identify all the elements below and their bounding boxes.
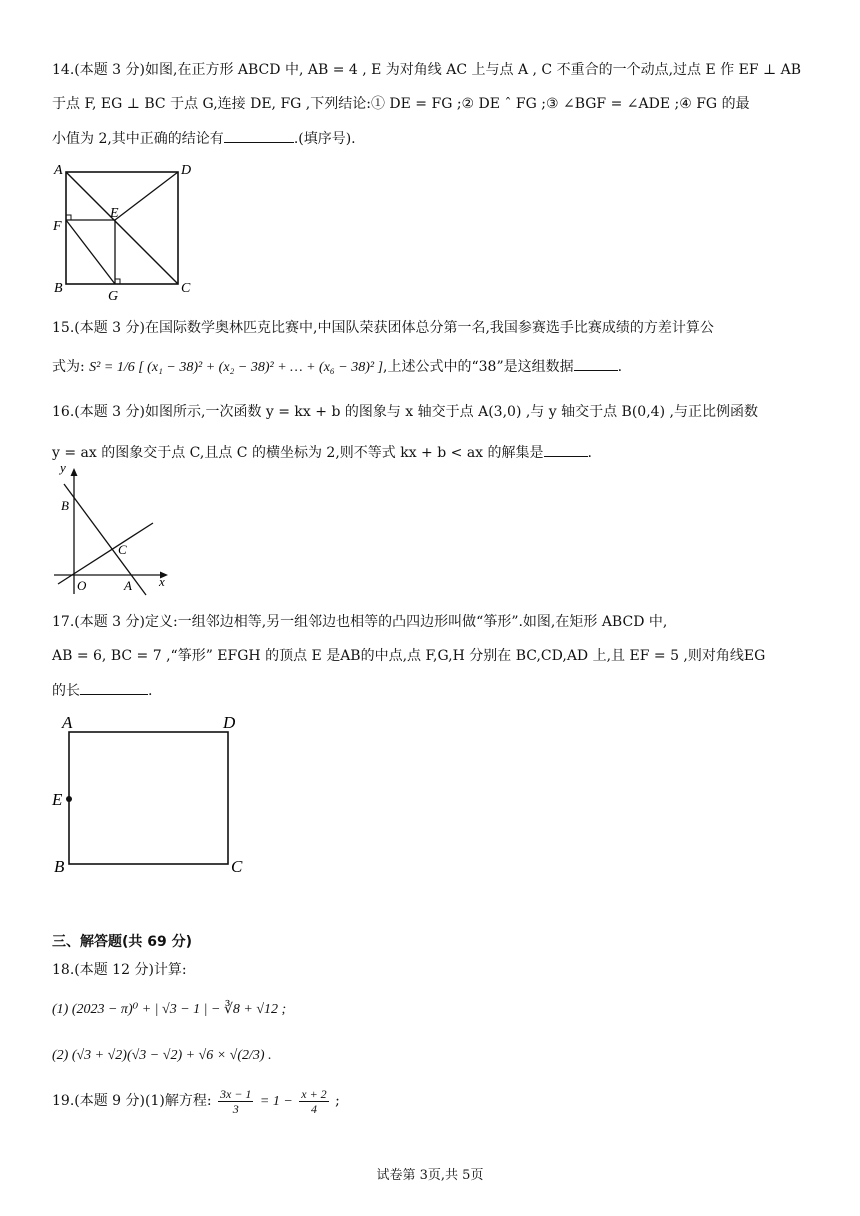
q14-answer-blank[interactable] — [224, 128, 294, 143]
q16-line2 — [52, 442, 592, 463]
q17-line2: AB = 6, BC = 7 ,“筝形” EFGH 的顶点 E 是AB的中点,点 F,G,H 分别在 BC,CD,AD 上,且 EF = 5 ,则对角线EG — [52, 648, 766, 664]
page-footer: 试卷第 3页,共 5页 — [376, 1168, 484, 1183]
q19-intro: 19.(本题 9 分)(1)解方程: — [52, 1093, 212, 1109]
q17-line3 — [52, 680, 152, 701]
q18-part2: (2) (√3 + √2)(√3 − √2) + √6 × √(2/3) . — [52, 1048, 272, 1063]
q14-line2: 于点 F, EG ⊥ BC 于点 G,连接 DE, FG ,下列结论:① DE = FG ;② DE ˆ FG ;③ ∠BGF = ∠ADE ;④ FG 的最 — [52, 96, 750, 112]
q19-numerator-left: 3x − 1 — [220, 1086, 252, 1101]
q16-line2-text: y = ax 的图象交于点 C,且点 C 的横坐标为 2,则不等式 kx + b < ax 的解集是 — [52, 445, 544, 461]
q16-line2-end: . — [587, 445, 592, 461]
q19-denominator-left: 3 — [232, 1101, 239, 1116]
q17-line3-text: 的长 — [52, 683, 80, 699]
q18-title: 18.(本题 12 分)计算: — [52, 962, 187, 978]
label-g: G — [108, 289, 119, 304]
diagonal-ac — [66, 172, 178, 284]
q15-line2-text: 式为: — [52, 359, 85, 375]
q17-line3-end: . — [148, 683, 153, 699]
segment-de — [115, 172, 178, 220]
q15-variance-formula: S² = 1/6 [ (x₁ − 38)² + (x₂ − 38)² + … + (x₆ − 38)² ] — [89, 360, 384, 375]
label-c: C — [181, 281, 191, 296]
label-b: B — [54, 281, 63, 296]
q14-line3-text: 小值为 2,其中正确的结论有 — [52, 131, 224, 147]
q19-numerator-right: x + 2 — [301, 1086, 327, 1101]
label-b: B — [54, 857, 65, 876]
q14-line1: 14.(本题 3 分)如图,在正方形 ABCD 中, AB = 4 , E 为对角线 AC 上与点 A , C 不重合的一个动点,过点 E 作 EF ⊥ AB — [52, 62, 802, 78]
q15-line2 — [52, 356, 622, 378]
q19-denominator-right: 4 — [310, 1101, 317, 1116]
q15-line2-end: . — [617, 359, 623, 375]
q17-line1: 17.(本题 3 分)定义:一组邻边相等,另一组邻边也相等的凸四边形叫做“筝形”.如图,在矩形 ABCD 中, — [52, 614, 668, 630]
label-b: B — [61, 498, 69, 513]
q19-semicolon: ; — [335, 1093, 340, 1109]
q15-line2-mid: ,上述公式中的“38”是这组数据 — [383, 359, 574, 375]
q14-line3-end: .(填序号). — [293, 131, 356, 147]
q15-answer-blank[interactable] — [574, 356, 618, 371]
label-e: E — [110, 206, 119, 221]
q18-part1: (1) (2023 − π)⁰ + | √3 − 1 | − ∛8 + √12 ; — [52, 1002, 287, 1017]
label-d: D — [181, 163, 192, 178]
q19-equals: = 1 − — [259, 1094, 293, 1109]
point-e — [66, 796, 72, 802]
q16-line1: 16.(本题 3 分)如图所示,一次函数 y = kx + b 的图象与 x 轴交于点 A(3,0) ,与 y 轴交于点 B(0,4) ,与正比例函数 — [52, 404, 758, 420]
label-o: O — [77, 578, 87, 593]
y-axis-arrow — [71, 468, 78, 476]
q14-line3 — [52, 128, 356, 149]
label-e: E — [52, 790, 63, 809]
label-f: F — [53, 219, 62, 234]
q16-figure — [50, 462, 175, 600]
label-x: x — [159, 574, 165, 589]
label-a: A — [54, 163, 63, 178]
label-y: y — [60, 462, 66, 475]
label-c: C — [118, 542, 127, 557]
q16-answer-blank[interactable] — [544, 442, 588, 457]
section-heading: 三、解答题(共 69 分) — [52, 934, 193, 950]
rectangle-abcd — [69, 732, 228, 864]
q15-line1: 15.(本题 3 分)在国际数学奥林匹克比赛中,中国队荣获团体总分第一名,我国参赛选手比赛成绩的方差计算公 — [52, 320, 714, 336]
q19-line1 — [52, 1086, 340, 1117]
label-c: C — [231, 857, 243, 876]
q17-answer-blank[interactable] — [80, 680, 148, 695]
q19-fraction-right — [299, 1087, 328, 1116]
q19-fraction-left — [218, 1087, 253, 1116]
label-a: A — [124, 578, 132, 593]
q17-figure — [50, 710, 255, 880]
label-a: A — [62, 713, 73, 732]
q14-figure — [50, 160, 200, 305]
label-d: D — [223, 713, 236, 732]
segment-fg — [66, 220, 115, 284]
